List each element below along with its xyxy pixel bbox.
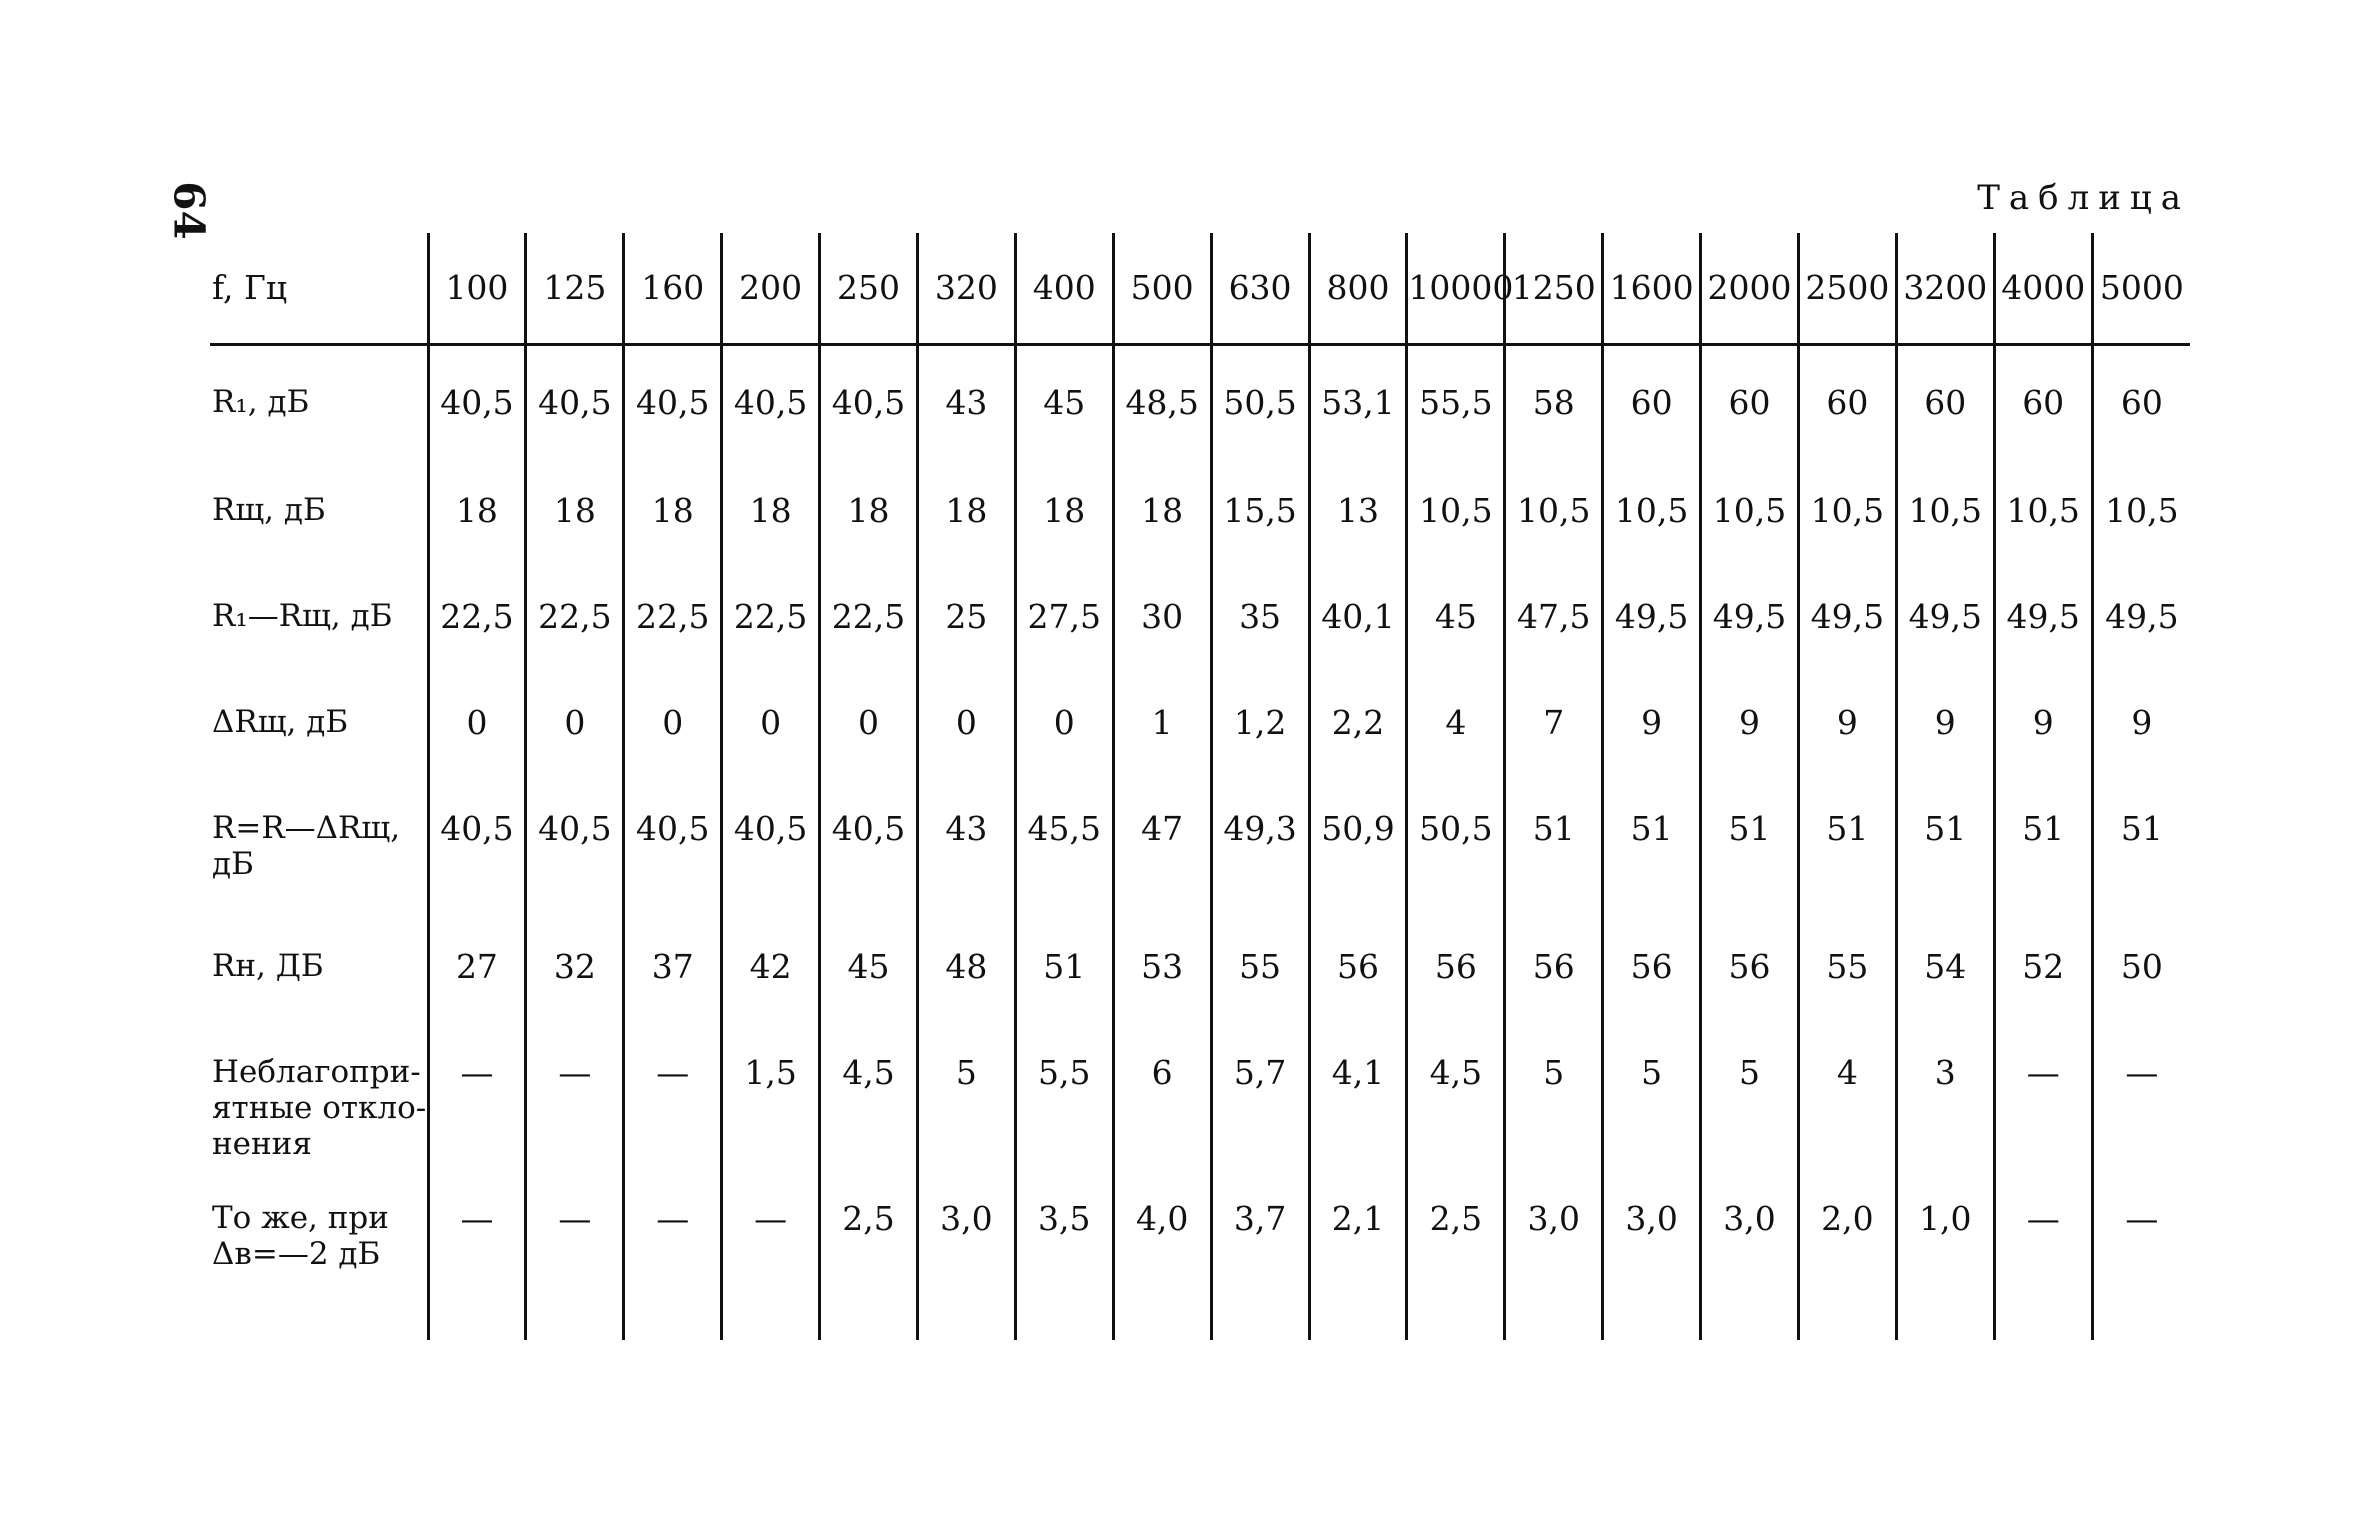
table-cell: 10,5	[1994, 456, 2092, 562]
table-cell: 56	[1603, 912, 1701, 1018]
table-cell: 0	[624, 668, 722, 774]
table-cell: 9	[1603, 668, 1701, 774]
table-cell: 22,5	[526, 562, 624, 668]
table-row	[210, 668, 2190, 774]
table-cell: 40,5	[820, 345, 918, 457]
table-cell: 10,5	[1603, 456, 1701, 562]
table-cell: 49,5	[1994, 562, 2092, 668]
table-row	[210, 562, 2190, 668]
table-cell: 27,5	[1015, 562, 1113, 668]
header-label: f, Гц	[212, 268, 288, 307]
table-cell: 56	[1407, 912, 1505, 1018]
table-header-row	[210, 233, 2190, 345]
table-cell: 4,1	[1309, 1018, 1407, 1164]
table-cell: 0	[428, 668, 526, 774]
row-label: R₁—Rщ, дБ	[212, 598, 393, 634]
table-row	[210, 456, 2190, 562]
table-cell: 10,5	[1896, 456, 1994, 562]
table-cell: 18	[428, 456, 526, 562]
table-cell: 40,5	[526, 345, 624, 457]
row-label: R₁, дБ	[212, 384, 310, 420]
table-cell: 4,5	[820, 1018, 918, 1164]
table-cell: 1,0	[1896, 1164, 1994, 1340]
header-frequency-cell: 800	[1309, 233, 1407, 345]
header-frequency-cell: 2000	[1701, 233, 1799, 345]
table-cell: 40,5	[428, 774, 526, 912]
table-cell: 5,5	[1015, 1018, 1113, 1164]
table-cell: 47,5	[1505, 562, 1603, 668]
table-cell: —	[2092, 1018, 2190, 1164]
table-cell: 49,5	[1896, 562, 1994, 668]
table-cell: 40,5	[428, 345, 526, 457]
table-cell: 47	[1113, 774, 1211, 912]
table-cell: 60	[1603, 345, 1701, 457]
table-cell: 49,5	[1603, 562, 1701, 668]
data-table-container	[210, 233, 2190, 1340]
table-row	[210, 912, 2190, 1018]
table-body	[210, 345, 2190, 1341]
table-cell: —	[2092, 1164, 2190, 1340]
table-cell: 4	[1407, 668, 1505, 774]
table-cell: 51	[1505, 774, 1603, 912]
table-cell: 10,5	[2092, 456, 2190, 562]
table-cell: 10,5	[1407, 456, 1505, 562]
table-cell: 56	[1505, 912, 1603, 1018]
table-cell: 3,0	[1701, 1164, 1799, 1340]
header-frequency-cell: 4000	[1994, 233, 2092, 345]
table-cell: 45	[1407, 562, 1505, 668]
table-cell: 3,0	[1603, 1164, 1701, 1340]
table-cell: 1,2	[1211, 668, 1309, 774]
table-cell: 5	[1603, 1018, 1701, 1164]
table-cell: 60	[1994, 345, 2092, 457]
table-cell: 10,5	[1505, 456, 1603, 562]
table-cell: 51	[1994, 774, 2092, 912]
table-cell: 53,1	[1309, 345, 1407, 457]
table-cell: 40,5	[624, 345, 722, 457]
table-cell: 40,5	[820, 774, 918, 912]
table-cell: 1,5	[722, 1018, 820, 1164]
table-cell: 40,5	[722, 774, 820, 912]
header-frequency-cell: 3200	[1896, 233, 1994, 345]
table-cell: 49,5	[1798, 562, 1896, 668]
header-frequency-cell: 250	[820, 233, 918, 345]
header-frequency-cell: 200	[722, 233, 820, 345]
table-cell: 27	[428, 912, 526, 1018]
header-frequency-cell: 125	[526, 233, 624, 345]
table-cell: 48	[917, 912, 1015, 1018]
table-cell: 4,5	[1407, 1018, 1505, 1164]
table-cell: 55	[1211, 912, 1309, 1018]
table-cell: 0	[820, 668, 918, 774]
table-cell: 49,5	[2092, 562, 2190, 668]
table-cell: 3,5	[1015, 1164, 1113, 1340]
header-frequency-cell: 500	[1113, 233, 1211, 345]
table-row	[210, 774, 2190, 912]
table-cell: —	[624, 1164, 722, 1340]
table-cell: 56	[1309, 912, 1407, 1018]
table-cell: 10,5	[1798, 456, 1896, 562]
header-frequency-cell: 1600	[1603, 233, 1701, 345]
table-cell: 18	[624, 456, 722, 562]
table-cell: 0	[722, 668, 820, 774]
table-cell: 3,7	[1211, 1164, 1309, 1340]
page-number: 64	[164, 181, 214, 240]
table-title: Таблица	[1977, 178, 2190, 218]
table-cell: 40,5	[624, 774, 722, 912]
table-cell: 0	[526, 668, 624, 774]
table-cell: 3	[1896, 1018, 1994, 1164]
table-cell: 45	[1015, 345, 1113, 457]
table-cell: 60	[1701, 345, 1799, 457]
table-cell: 51	[1603, 774, 1701, 912]
table-cell: 42	[722, 912, 820, 1018]
table-cell: 53	[1113, 912, 1211, 1018]
table-cell: 25	[917, 562, 1015, 668]
table-cell: 22,5	[722, 562, 820, 668]
table-cell: 52	[1994, 912, 2092, 1018]
table-cell: 6	[1113, 1018, 1211, 1164]
table-cell: 2,5	[820, 1164, 918, 1340]
table-cell: —	[526, 1018, 624, 1164]
table-cell: —	[428, 1018, 526, 1164]
table-cell: 48,5	[1113, 345, 1211, 457]
table-cell: 2,1	[1309, 1164, 1407, 1340]
header-frequency-cell: 1250	[1505, 233, 1603, 345]
table-cell: 35	[1211, 562, 1309, 668]
table-cell: 51	[1701, 774, 1799, 912]
table-cell: 60	[2092, 345, 2190, 457]
table-cell: —	[428, 1164, 526, 1340]
table-cell: 40,5	[722, 345, 820, 457]
row-label: То же, при Δв=—2 дБ	[212, 1200, 389, 1272]
table-cell: —	[722, 1164, 820, 1340]
data-table	[210, 233, 2190, 1340]
table-cell: 2,5	[1407, 1164, 1505, 1340]
table-cell: 1	[1113, 668, 1211, 774]
table-cell: 55,5	[1407, 345, 1505, 457]
table-cell: 9	[1798, 668, 1896, 774]
table-cell: 18	[722, 456, 820, 562]
table-cell: 3,0	[917, 1164, 1015, 1340]
table-cell: 40,5	[526, 774, 624, 912]
table-cell: 9	[2092, 668, 2190, 774]
table-cell: 4	[1798, 1018, 1896, 1164]
table-cell: 60	[1798, 345, 1896, 457]
table-cell: 49,3	[1211, 774, 1309, 912]
header-frequency-cell: 5000	[2092, 233, 2190, 345]
table-cell: 43	[917, 774, 1015, 912]
table-cell: 0	[917, 668, 1015, 774]
row-label: ΔRщ, дБ	[212, 704, 349, 740]
table-cell: 43	[917, 345, 1015, 457]
table-cell: 18	[1015, 456, 1113, 562]
table-cell: 2,2	[1309, 668, 1407, 774]
table-cell: 13	[1309, 456, 1407, 562]
table-cell: 15,5	[1211, 456, 1309, 562]
table-cell: 49,5	[1701, 562, 1799, 668]
header-frequency-cell: 320	[917, 233, 1015, 345]
header-frequency-cell: 2500	[1798, 233, 1896, 345]
table-row	[210, 1164, 2190, 1340]
table-cell: 2,0	[1798, 1164, 1896, 1340]
table-cell: 9	[1701, 668, 1799, 774]
table-cell: 55	[1798, 912, 1896, 1018]
table-cell: 7	[1505, 668, 1603, 774]
table-cell: 18	[1113, 456, 1211, 562]
table-cell: 5	[1701, 1018, 1799, 1164]
table-cell: 50,5	[1407, 774, 1505, 912]
header-frequency-cell: 10000	[1407, 233, 1505, 345]
table-cell: 60	[1896, 345, 1994, 457]
table-cell: 30	[1113, 562, 1211, 668]
table-cell: 18	[917, 456, 1015, 562]
table-cell: 5	[917, 1018, 1015, 1164]
header-frequency-cell: 100	[428, 233, 526, 345]
table-cell: 51	[1896, 774, 1994, 912]
table-cell: 50	[2092, 912, 2190, 1018]
table-cell: 54	[1896, 912, 1994, 1018]
table-cell: 51	[1015, 912, 1113, 1018]
header-frequency-cell: 160	[624, 233, 722, 345]
table-cell: 9	[1994, 668, 2092, 774]
table-cell: 56	[1701, 912, 1799, 1018]
table-cell: 22,5	[624, 562, 722, 668]
table-cell: 18	[526, 456, 624, 562]
row-label: Неблагопри-ятные откло-нения	[212, 1054, 427, 1162]
table-cell: 51	[1798, 774, 1896, 912]
table-cell: 22,5	[428, 562, 526, 668]
table-cell: 10,5	[1701, 456, 1799, 562]
row-label: Rщ, дБ	[212, 492, 326, 528]
table-row	[210, 345, 2190, 457]
table-cell: 9	[1896, 668, 1994, 774]
table-cell: 51	[2092, 774, 2190, 912]
table-row	[210, 1018, 2190, 1164]
table-cell: 50,5	[1211, 345, 1309, 457]
table-cell: —	[1994, 1018, 2092, 1164]
header-frequency-cell: 630	[1211, 233, 1309, 345]
table-cell: 5	[1505, 1018, 1603, 1164]
table-cell: —	[526, 1164, 624, 1340]
table-cell: 50,9	[1309, 774, 1407, 912]
header-frequency-cell: 400	[1015, 233, 1113, 345]
table-cell: 0	[1015, 668, 1113, 774]
table-cell: 5,7	[1211, 1018, 1309, 1164]
table-cell: 37	[624, 912, 722, 1018]
table-cell: 58	[1505, 345, 1603, 457]
table-cell: 18	[820, 456, 918, 562]
table-cell: 3,0	[1505, 1164, 1603, 1340]
table-cell: —	[624, 1018, 722, 1164]
table-cell: 45	[820, 912, 918, 1018]
table-cell: 40,1	[1309, 562, 1407, 668]
table-cell: 45,5	[1015, 774, 1113, 912]
table-cell: 22,5	[820, 562, 918, 668]
table-cell: 32	[526, 912, 624, 1018]
table-cell: 4,0	[1113, 1164, 1211, 1340]
row-label: Rн, ДБ	[212, 948, 324, 984]
table-cell: —	[1994, 1164, 2092, 1340]
row-label: R=R—ΔRщ, дБ	[212, 810, 401, 882]
